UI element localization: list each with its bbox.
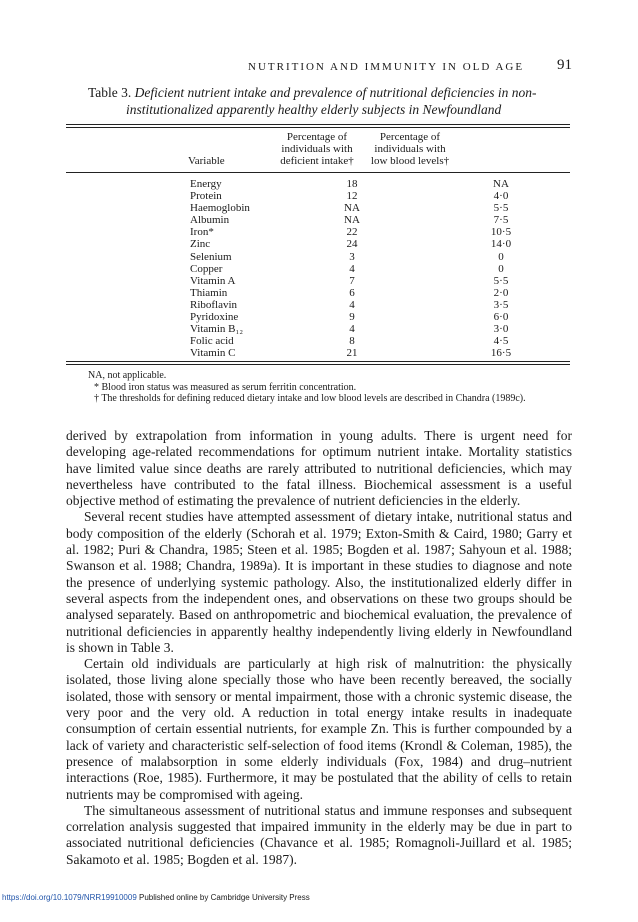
table-caption	[88, 84, 568, 118]
cell-blood: 10·5	[490, 226, 512, 239]
cell-intake: 18	[346, 178, 358, 190]
table-row	[190, 335, 566, 347]
paragraph: The simultaneous assessment of nutritional status and immune responses and subsequent correlation analysis suggested that impaired immunity in the elderly may be due in part to associated nutritional deficiencies (Chavance et al. 1985; Romagnoli-Juillard et al. 1985; Sakamoto et al. 1985; Bogden et al. 1987).	[66, 802, 572, 867]
table-row	[190, 275, 566, 287]
cell-intake: 22	[346, 226, 358, 239]
table-row	[190, 202, 566, 214]
cell-intake: 4	[349, 298, 355, 311]
col-blood-l3: low blood levels†	[370, 155, 450, 167]
cell-blood: 4·0	[493, 190, 509, 203]
cell-intake: 4	[349, 262, 355, 275]
table-top-rule	[66, 124, 570, 125]
paragraph: derived by extrapolation from information in young adults. There is urgent need for developing age-related recommendations for optimum nutrient intake. Mortality statistics have limited value since deaths are rarely attributed to nutritional deficiencies, which may nevertheless have contributed to the fatal illness. Biochemical assessment is a useful objective method of estimating the prevalence of nutrient deficiencies in the elderly.	[66, 428, 572, 509]
cell-intake: 4	[349, 323, 355, 336]
col-intake-l2: individuals with	[281, 143, 353, 155]
cell-variable: Selenium	[190, 250, 232, 263]
col-header-intake	[272, 131, 362, 167]
cell-intake: 6	[349, 286, 355, 299]
table-row	[190, 251, 566, 263]
note-thresholds: † The thresholds for defining reduced dietary intake and low blood levels are described in Chandra (1989c).	[94, 393, 526, 404]
cell-blood: 16·5	[490, 347, 512, 360]
paragraph: Several recent studies have attempted assessment of dietary intake, nutritional status and body composition of the elderly (Schorah et al. 1979; Exton-Smith & Caird, 1980; Garry et al. 1982; Puri & Chandra, 1985; Steen et al. 1985; Bogden et al. 1987; Sahyoun et al. 1988; Swanson et al. 1988; Chandra, 1989a). It is important in these studies to diagnose and note the presence of underlying systemic pathology. Also, the institutionalized elderly differ in several aspects from the independent ones, and observations on these two groups should be analysed separately. Based on anthropometric and biochemical evaluation, the prevalence of nutritional deficiencies in apparently healthy independently living elderly in Newfoundland is shown in Table 3.	[66, 509, 572, 655]
cell-variable: Vitamin B₁₂	[190, 323, 244, 336]
cell-blood: 0	[498, 250, 504, 263]
table-label: Table 3.	[88, 85, 132, 100]
cell-intake: 8	[349, 335, 355, 348]
cell-intake: 7	[349, 274, 355, 287]
cell-blood: 3·0	[493, 323, 509, 336]
col-intake-l1: Percentage of	[286, 131, 348, 143]
cell-blood: 0	[498, 262, 504, 275]
table-row	[190, 178, 566, 190]
cell-blood: 4·5	[493, 335, 509, 348]
cell-blood: 6·0	[493, 311, 509, 324]
cell-intake: NA	[344, 202, 360, 215]
cell-variable: Thiamin	[190, 286, 228, 299]
table-title-line1: Deficient nutrient intake and prevalence of nutritional deficiencies in non-	[134, 85, 537, 100]
cell-variable: Zinc	[190, 238, 211, 251]
col-blood-l2: individuals with	[374, 143, 446, 155]
cell-variable: Folic acid	[190, 335, 234, 348]
cell-intake: 21	[346, 347, 358, 360]
table-row	[190, 287, 566, 299]
cell-variable: Protein	[190, 190, 222, 203]
cell-intake: 9	[349, 311, 355, 324]
cell-variable: Copper	[190, 262, 223, 275]
note-iron: * Blood iron status was measured as serum ferritin concentration.	[94, 381, 357, 393]
cell-variable: Haemoglobin	[190, 202, 250, 215]
paragraph: Certain old individuals are particularly at high risk of malnutrition: the physically isolated, those living alone specially those who have been recently bereaved, the socially isolated, those with sensory or mental impairment, those with a chronic systemic disease, the very poor and the very old. A reduction in total energy intake results in inadequate consumption of certain essential nutrients, for example Zn. This is further compounded by a lack of variety and characteristic self-selection of food items (Krondl & Coleman, 1985), the presence of malabsorption in some elderly individuals (Fox, 1984) and drug–nutrient interactions (Roe, 1985). Furthermore, it may be postulated that the ability of cells to retain nutrients may be compromised with ageing.	[66, 656, 572, 802]
table-row	[190, 226, 566, 238]
page-number: 91	[557, 57, 572, 73]
col-header-variable: Variable	[188, 155, 225, 167]
col-blood-l1: Percentage of	[379, 131, 441, 143]
table-bottom-rule	[66, 361, 570, 362]
cell-variable: Energy	[190, 178, 222, 190]
body-text	[66, 428, 572, 868]
cell-blood: 5·5	[493, 274, 509, 287]
cell-variable: Vitamin A	[190, 274, 236, 287]
cell-variable: Iron*	[190, 226, 214, 239]
table-row	[190, 347, 566, 359]
col-header-blood	[360, 131, 460, 167]
table-row	[190, 214, 566, 226]
cell-intake: 12	[346, 190, 358, 203]
footer-text: Published online by Cambridge University Press	[139, 893, 310, 902]
cell-blood: 5·5	[493, 202, 509, 215]
cell-intake: 3	[349, 250, 355, 263]
table-row	[190, 190, 566, 202]
table-row	[190, 323, 566, 335]
cell-intake: 24	[346, 238, 358, 251]
col-intake-l3: deficient intake†	[280, 155, 354, 167]
cell-variable: Albumin	[190, 214, 230, 227]
cell-blood: 7·5	[493, 214, 509, 227]
cell-variable: Vitamin C	[190, 347, 236, 360]
table-row	[190, 299, 566, 311]
cell-blood: 3·5	[493, 298, 509, 311]
cell-intake: NA	[344, 214, 360, 227]
table-notes	[88, 370, 588, 405]
cell-blood: NA	[493, 178, 509, 190]
table-row	[190, 238, 566, 250]
table-top-rule-2	[66, 127, 570, 128]
table-row	[190, 311, 566, 323]
table-header-rule	[66, 172, 570, 173]
note-na: NA, not applicable.	[88, 370, 167, 381]
table-row	[190, 263, 566, 275]
cell-blood: 2·0	[493, 286, 509, 299]
cell-variable: Riboflavin	[190, 298, 238, 311]
page-footer	[2, 893, 310, 902]
cell-variable: Pyridoxine	[190, 311, 239, 324]
running-title: NUTRITION AND IMMUNITY IN OLD AGE	[248, 61, 525, 73]
table-title-line2: institutionalized apparently healthy elderly subjects in Newfoundland	[126, 102, 502, 117]
cell-blood: 14·0	[490, 238, 512, 251]
table-body	[190, 178, 566, 359]
doi-link[interactable]: https://doi.org/10.1079/NRR19910009	[2, 893, 137, 902]
table-bottom-rule-2	[66, 364, 570, 365]
